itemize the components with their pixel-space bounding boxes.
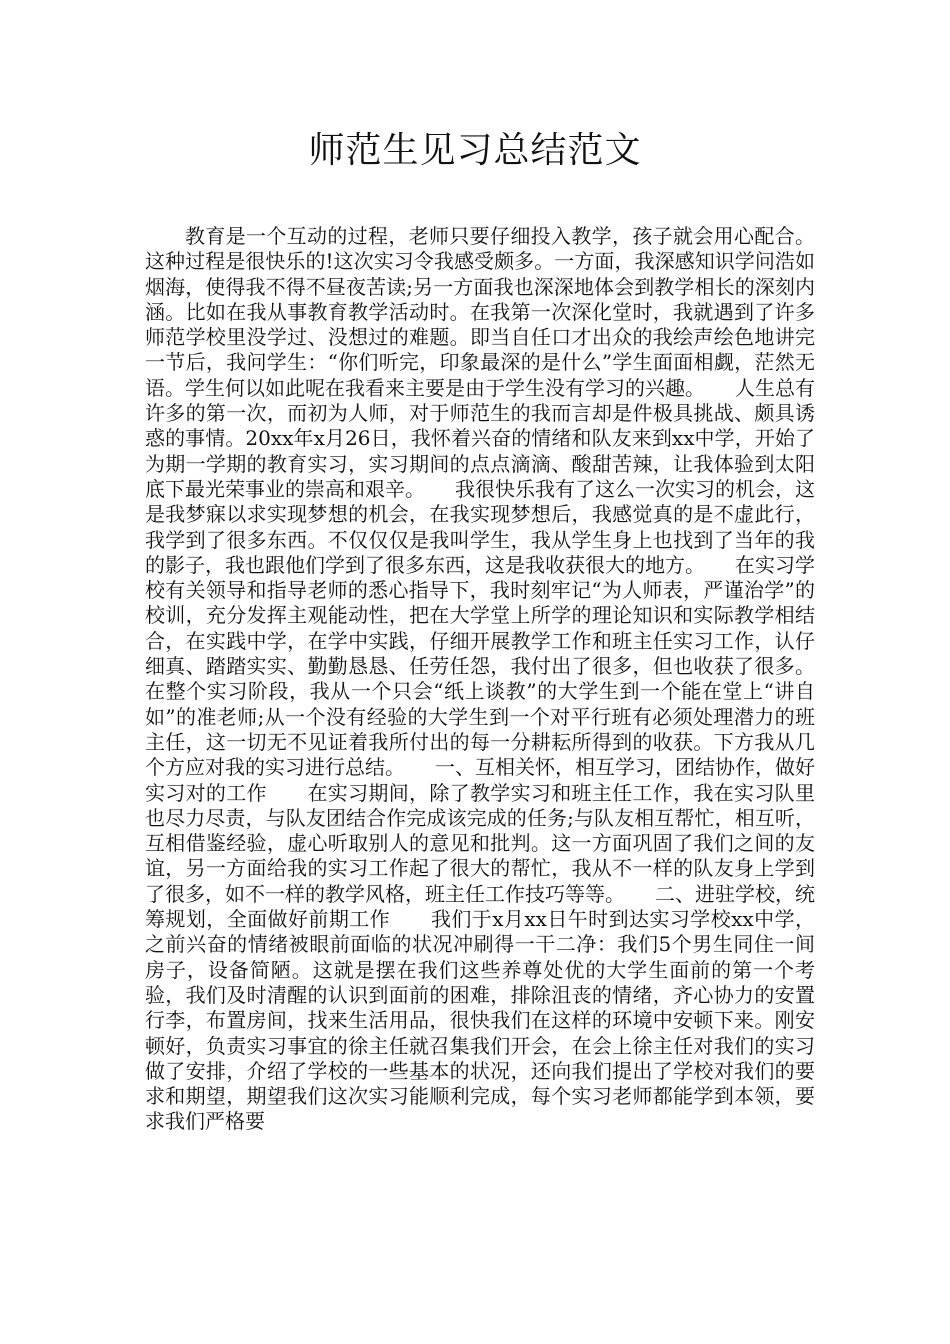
document-body-paragraph: 教育是一个互动的过程，老师只要仔细投入教学，孩子就会用心配合。这种过程是很快乐的!这次实习令我感受颇多。一方面，我深感知识学问浩如烟海，使得我不得不昼夜苦读;另一方面我也深深地体会到教学相长的深刻内涵。比如在我从事教育教学活动时。在我第一次深化堂时，我就遇到了许多师范学校里没学过、没想过的难题。即当自任口才出众的我绘声绘色地讲完一节后，我问学生：“你们听完，印象最深的是什么”学生面面相觑，茫然无语。学生何以如此呢在我看来主要是由于学生没有学习的兴趣。 人生总有许多的第一次，而初为人师，对于师范生的我而言却是件极具挑战、颇具诱惑的事情。20xx年x月26日，我怀着兴奋的情绪和队友来到xx中学，开始了为期一学期的教育实习，实习期间的点点滴滴、酸甜苦辣，让我体验到太阳底下最光荣事业的崇高和艰辛。 我很快乐我有了这么一次实习的机会，这是我梦寐以求实现梦想的机会，在我实现梦想后，我感觉真的是不虚此行，我学到了很多东西。不仅仅仅是我叫学生，我从学生身上也找到了当年的我的影子，我也跟他们学到了很多东西，这是我收获很大的地方。 在实习学校有关领导和指导老师的悉心指导下，我时刻牢记“为人师表，严谨治学”的校训，充分发挥主观能动性，把在大学堂上所学的理论知识和实际教学相结合，在实践中学，在学中实践，仔细开展教学工作和班主任实习工作，认仔细真、踏踏实实、勤勤恳恳、任劳任怨，我付出了很多，但也收获了很多。在整个实习阶段，我从一个只会“纸上谈教”的大学生到一个能在堂上“讲自如”的准老师;从一个没有经验的大学生到一个对平行班有必须处理潜力的班主任，这一切无不见证着我所付出的每一分耕耘所得到的收获。下方我从几个方应对我的实习进行总结。 一、互相关怀，相互学习，团结协作，做好实习对的工作 在实习期间，除了教学实习和班主任工作，我在实习队里也尽力尽责，与队友团结合作完成该完成的任务;与队友相互帮忙，相互听，互相借鉴经验，虚心听取别人的意见和批判。这一方面巩固了我们之间的友谊，另一方面给我的实习工作起了很大的帮忙，我从不一样的队友身上学到了很多，如不一样的教学风格，班主任工作技巧等等。 二、进驻学校，统筹规划，全面做好前期工作 我们于x月xx日午时到达实习学校xx中学，之前兴奋的情绪被眼前面临的状况冲刷得一干二净：我们5个男生同住一间房子，设备简陋。这就是摆在我们这些养尊处优的大学生面前的第一个考验，我们及时清醒的认识到面前的困难，排除沮丧的情绪，齐心协力的安置行李，布置房间，找来生活用品，很快我们在这样的环境中安顿下来。刚安顿好，负责实习事宜的徐主任就召集我们开会，在会上徐主任对我们的实习做了安排，介绍了学校的一些基本的状况，还向我们提出了学校对我们的要求和期望，期望我们这次实习能顺利完成，每个实习老师都能学到本领，要求我们严格要 xyxy=(145,224,815,1134)
document-title: 师范生见习总结范文 xyxy=(308,130,642,171)
